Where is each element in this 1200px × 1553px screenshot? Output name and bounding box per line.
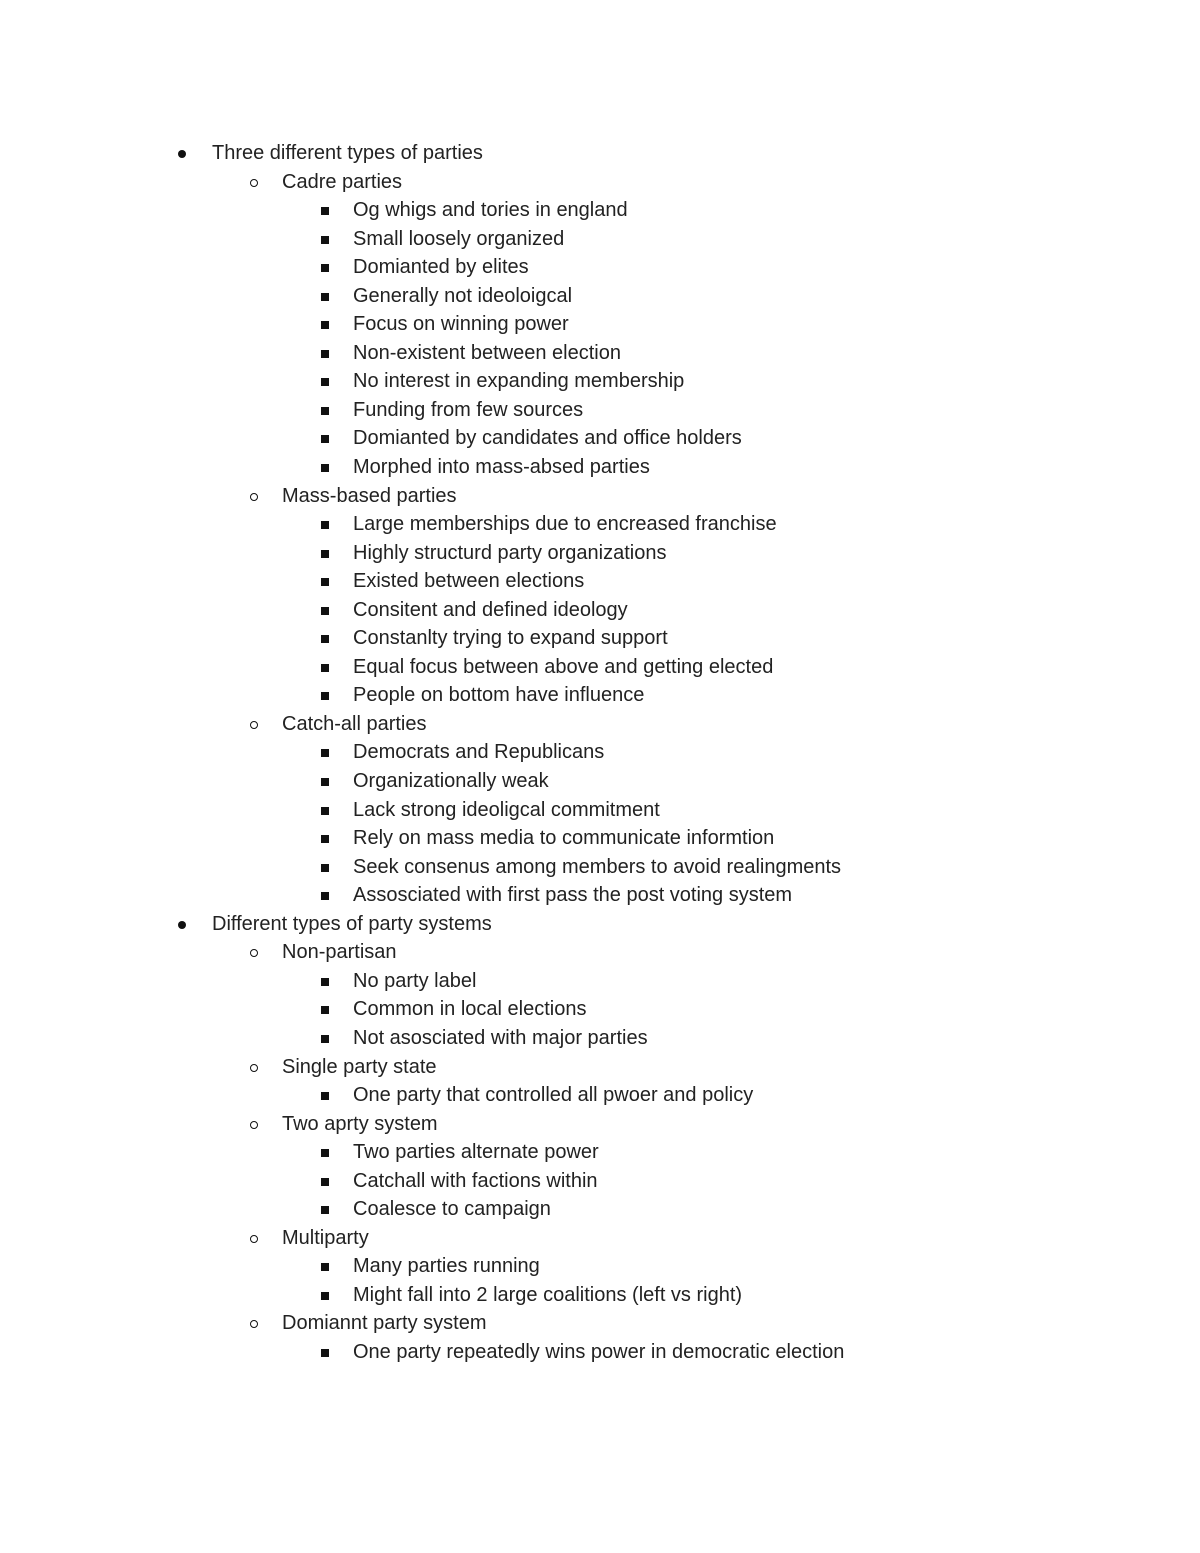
filled-square-bullet-icon <box>317 1338 331 1367</box>
filled-square-bullet-icon <box>317 396 331 425</box>
list-item-level-3 <box>0 510 1200 539</box>
filled-square-bullet-icon <box>317 681 331 710</box>
list-item-level-3 <box>0 196 1200 225</box>
list-item-text: Domianted by elites <box>353 256 529 279</box>
list-item-text: Organizationally weak <box>353 770 549 793</box>
list-item-text: Small loosely organized <box>353 227 565 250</box>
list-item-text: No interest in expanding membership <box>353 370 685 393</box>
list-item-level-2 <box>0 1224 1200 1253</box>
list-item-text: Common in local elections <box>353 998 587 1021</box>
list-item-level-3 <box>0 967 1200 996</box>
list-item-level-3 <box>0 453 1200 482</box>
filled-square-bullet-icon <box>317 539 331 568</box>
filled-square-bullet-icon <box>317 1138 331 1167</box>
filled-square-bullet-icon <box>317 1167 331 1196</box>
list-item-text: Focus on winning power <box>353 313 569 336</box>
hollow-circle-bullet-icon <box>246 710 260 739</box>
hollow-circle-bullet-icon <box>246 482 260 511</box>
filled-circle-bullet-icon <box>174 139 188 168</box>
filled-square-bullet-icon <box>317 282 331 311</box>
filled-square-bullet-icon <box>317 881 331 910</box>
filled-square-bullet-icon <box>317 967 331 996</box>
list-item-text: Multiparty <box>282 1226 369 1249</box>
filled-square-bullet-icon <box>317 1024 331 1053</box>
list-item-level-3 <box>0 567 1200 596</box>
list-item-level-3 <box>0 339 1200 368</box>
hollow-circle-bullet-icon <box>246 1110 260 1139</box>
filled-square-bullet-icon <box>317 453 331 482</box>
list-item-level-3 <box>0 1167 1200 1196</box>
filled-square-bullet-icon <box>317 796 331 825</box>
list-item-text: Constanlty trying to expand support <box>353 627 668 650</box>
list-item-level-3 <box>0 1138 1200 1167</box>
list-item-text: Existed between elections <box>353 570 585 593</box>
list-item-text: Large memberships due to encreased franchise <box>353 513 777 536</box>
list-item-level-3 <box>0 1281 1200 1310</box>
list-item-text: Highly structurd party organizations <box>353 541 667 564</box>
filled-circle-bullet-icon <box>174 910 188 939</box>
list-item-text: Non-existent between election <box>353 341 621 364</box>
list-item-level-3 <box>0 767 1200 796</box>
list-item-text: Non-partisan <box>282 941 397 964</box>
list-item-text: Catch-all parties <box>282 712 427 735</box>
list-item-level-2 <box>0 938 1200 967</box>
list-item-level-3 <box>0 396 1200 425</box>
list-item-text: Different types of party systems <box>212 912 492 935</box>
list-item-text: Two parties alternate power <box>353 1141 599 1164</box>
list-item-level-3 <box>0 653 1200 682</box>
filled-square-bullet-icon <box>317 1081 331 1110</box>
filled-square-bullet-icon <box>317 367 331 396</box>
list-item-level-3 <box>0 881 1200 910</box>
list-item-text: Og whigs and tories in england <box>353 199 628 222</box>
filled-square-bullet-icon <box>317 253 331 282</box>
hollow-circle-bullet-icon <box>246 1053 260 1082</box>
list-item-level-3 <box>0 253 1200 282</box>
list-item-text: Three different types of parties <box>212 142 483 164</box>
list-item-level-3 <box>0 1024 1200 1053</box>
list-item-level-3 <box>0 995 1200 1024</box>
list-item-level-3 <box>0 1195 1200 1224</box>
list-item-text: Seek consenus among members to avoid realingments <box>353 855 842 878</box>
list-item-level-1 <box>0 910 1200 939</box>
list-item-level-2 <box>0 168 1200 197</box>
list-item-text: Rely on mass media to communicate informtion <box>353 827 775 850</box>
hollow-circle-bullet-icon <box>246 1224 260 1253</box>
list-item-text: Assosciated with first pass the post voting system <box>353 884 793 907</box>
filled-square-bullet-icon <box>317 225 331 254</box>
list-item-text: Might fall into 2 large coalitions (left vs right) <box>353 1283 743 1306</box>
list-item-level-3 <box>0 1338 1200 1367</box>
filled-square-bullet-icon <box>317 1252 331 1281</box>
list-item-level-3 <box>0 282 1200 311</box>
filled-square-bullet-icon <box>317 567 331 596</box>
filled-square-bullet-icon <box>317 738 331 767</box>
list-item-level-3 <box>0 624 1200 653</box>
filled-square-bullet-icon <box>317 196 331 225</box>
list-item-level-3 <box>0 225 1200 254</box>
list-item-level-3 <box>0 1252 1200 1281</box>
filled-square-bullet-icon <box>317 339 331 368</box>
list-item-level-3 <box>0 596 1200 625</box>
filled-square-bullet-icon <box>317 853 331 882</box>
list-item-text: No party label <box>353 969 477 992</box>
list-item-level-2 <box>0 1110 1200 1139</box>
list-item-text: People on bottom have influence <box>353 684 645 707</box>
list-item-level-2 <box>0 710 1200 739</box>
list-item-level-3 <box>0 424 1200 453</box>
filled-square-bullet-icon <box>317 824 331 853</box>
list-item-level-1 <box>0 139 1200 168</box>
list-item-level-3 <box>0 738 1200 767</box>
list-item-level-3 <box>0 853 1200 882</box>
list-item-text: Cadre parties <box>282 170 403 193</box>
filled-square-bullet-icon <box>317 995 331 1024</box>
hollow-circle-bullet-icon <box>246 168 260 197</box>
list-item-text: Consitent and defined ideology <box>353 598 628 621</box>
list-item-level-3 <box>0 367 1200 396</box>
list-item-level-3 <box>0 310 1200 339</box>
list-item-text: Many parties running <box>353 1255 540 1278</box>
list-item-text: Single party state <box>282 1055 437 1078</box>
list-item-text: Equal focus between above and getting elected <box>353 655 774 678</box>
list-item-level-2 <box>0 1053 1200 1082</box>
list-item-level-3 <box>0 1081 1200 1110</box>
list-item-text: Domianted by candidates and office holders <box>353 427 742 450</box>
list-item-level-3 <box>0 824 1200 853</box>
hollow-circle-bullet-icon <box>246 938 260 967</box>
list-item-text: Morphed into mass-absed parties <box>353 456 650 479</box>
list-item-text: Lack strong ideoligcal commitment <box>353 798 660 821</box>
list-item-text: One party repeatedly wins power in democratic election <box>353 1340 845 1363</box>
list-item-level-2 <box>0 1309 1200 1338</box>
list-item-text: Domiannt party system <box>282 1312 487 1335</box>
filled-square-bullet-icon <box>317 1195 331 1224</box>
filled-square-bullet-icon <box>317 310 331 339</box>
filled-square-bullet-icon <box>317 624 331 653</box>
list-item-text: Mass-based parties <box>282 484 457 507</box>
list-item-text: Funding from few sources <box>353 398 584 421</box>
list-item-level-2 <box>0 482 1200 511</box>
filled-square-bullet-icon <box>317 424 331 453</box>
filled-square-bullet-icon <box>317 767 331 796</box>
list-item-level-3 <box>0 681 1200 710</box>
list-item-text: Coalesce to campaign <box>353 1198 551 1221</box>
list-item-text: One party that controlled all pwoer and policy <box>353 1084 754 1107</box>
list-item-text: Two aprty system <box>282 1112 438 1135</box>
list-item-text: Catchall with factions within <box>353 1169 598 1192</box>
bulleted-outline <box>0 139 1200 1367</box>
list-item-level-3 <box>0 796 1200 825</box>
filled-square-bullet-icon <box>317 510 331 539</box>
list-item-text: Democrats and Republicans <box>353 741 605 764</box>
filled-square-bullet-icon <box>317 1281 331 1310</box>
filled-square-bullet-icon <box>317 653 331 682</box>
list-item-text: Generally not ideoloigcal <box>353 284 573 307</box>
list-item-level-3 <box>0 539 1200 568</box>
filled-square-bullet-icon <box>317 596 331 625</box>
hollow-circle-bullet-icon <box>246 1309 260 1338</box>
list-item-text: Not asosciated with major parties <box>353 1026 648 1049</box>
